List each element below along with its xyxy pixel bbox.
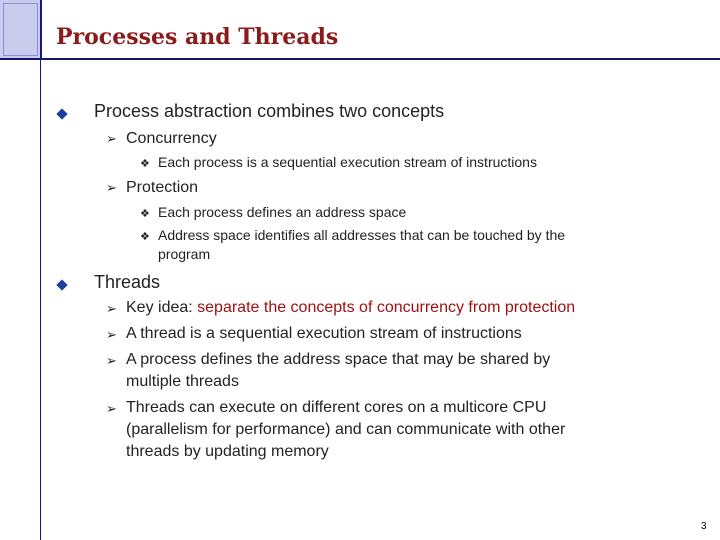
sub-bullet-protection: Protection bbox=[126, 179, 199, 196]
threads-item-4-line1: Threads can execute on different cores on a multicore CPU bbox=[126, 399, 547, 416]
diamond-bullet-icon: ❖ bbox=[140, 231, 150, 243]
concurrency-item: Each process is a sequential execution stream of instructions bbox=[158, 154, 537, 170]
bullet-threads: Threads bbox=[94, 272, 161, 292]
threads-item-2: A thread is a sequential execution stream of instructions bbox=[126, 325, 522, 342]
key-idea-prefix: Key idea: bbox=[126, 299, 198, 316]
arrow-bullet-icon: ➢ bbox=[106, 301, 117, 316]
sub-bullet-concurrency: Concurrency bbox=[126, 130, 217, 147]
slide-title: Processes and Threads bbox=[56, 24, 339, 50]
arrow-bullet-icon: ➢ bbox=[106, 180, 117, 195]
title-rule bbox=[40, 58, 720, 60]
threads-item-3-line1: A process defines the address space that may be shared by bbox=[126, 351, 551, 368]
bullet-diamond-icon bbox=[56, 279, 67, 290]
diamond-bullet-icon: ❖ bbox=[140, 208, 150, 220]
protection-item-2: Address space identifies all addresses that can be touched by the bbox=[158, 227, 566, 243]
protection-item-2-cont: program bbox=[158, 246, 211, 262]
threads-key-idea bbox=[126, 297, 575, 319]
threads-item-3-line2: multiple threads bbox=[126, 373, 239, 390]
bullet-diamond-icon bbox=[56, 108, 67, 119]
arrow-bullet-icon: ➢ bbox=[106, 401, 117, 416]
arrow-bullet-icon: ➢ bbox=[106, 131, 117, 146]
corner-decoration-inner bbox=[3, 3, 38, 56]
corner-decoration bbox=[0, 0, 42, 60]
diamond-bullet-icon: ❖ bbox=[140, 158, 150, 170]
bullet-process-abstraction: Process abstraction combines two concepts bbox=[94, 101, 445, 121]
threads-item-4-line3: threads by updating memory bbox=[126, 443, 329, 460]
left-rule bbox=[40, 58, 41, 540]
key-idea-highlight: separate the concepts of concurrency from protection bbox=[197, 299, 576, 316]
protection-item-1: Each process defines an address space bbox=[158, 204, 407, 220]
arrow-bullet-icon: ➢ bbox=[106, 327, 117, 342]
page-number: 3 bbox=[701, 521, 707, 532]
arrow-bullet-icon: ➢ bbox=[106, 353, 117, 368]
threads-item-4-line2: (parallelism for performance) and can communicate with other bbox=[126, 421, 566, 438]
